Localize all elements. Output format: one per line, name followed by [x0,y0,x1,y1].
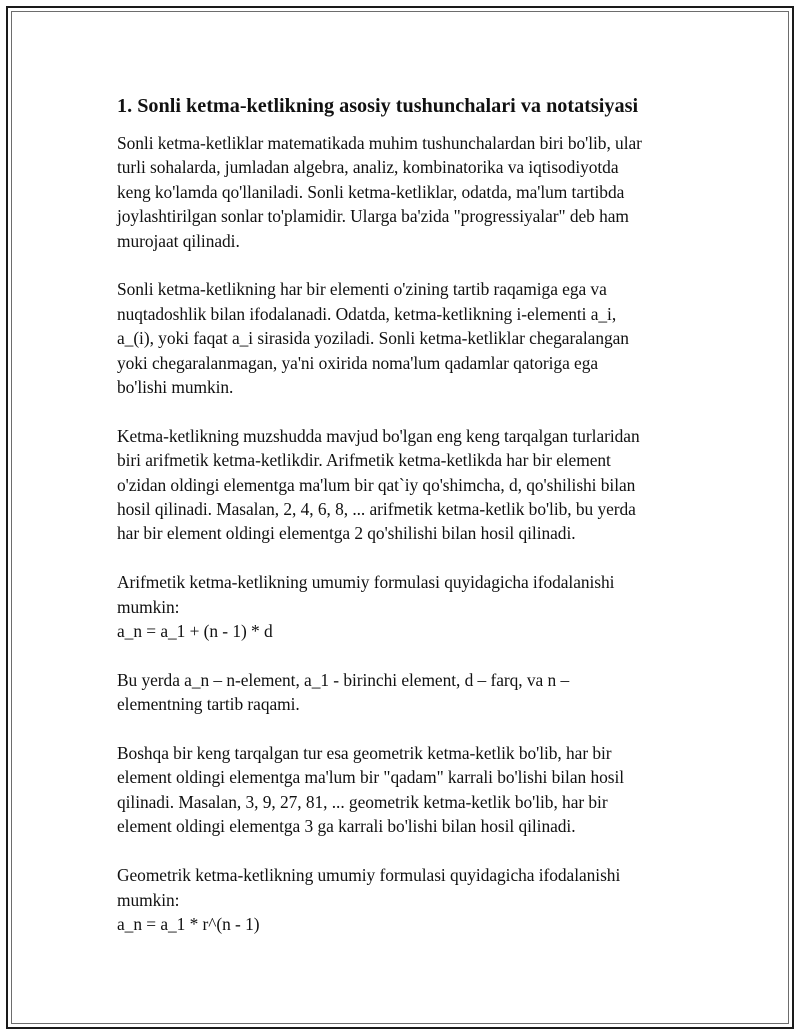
text-line: nuqtadoshlik bilan ifodalanadi. Odatda, ketma-ketlikning i-elementi a_i, [117,303,617,324]
text-line: Sonli ketma-ketlikning har bir elementi o'zining tartib raqamiga ega va [117,279,607,300]
text-line: har bir element oldingi elementga 2 qo'shilishi bilan hosil qilinadi. [117,523,576,544]
paragraph-geometric [117,741,692,839]
text-line: murojaat qilinadi. [117,230,240,251]
paragraph-intro [117,131,692,253]
paragraph-notation [117,277,692,399]
text-line: yoki chegaralanmagan, ya'ni oxirida noma'lum qadamlar qatoriga ega [117,352,599,373]
section-title: 1. Sonli ketma-ketlikning asosiy tushunchalari va notatsiyasi [117,95,639,117]
text-line: Bu yerda a_n – n-element, a_1 - birinchi element, d – farq, va n – [117,669,570,690]
text-line: biri arifmetik ketma-ketlikdir. Arifmetik ketma-ketlikda har bir element [117,450,611,471]
text-line: elementning tartib raqami. [117,694,300,715]
text-line: mumkin: [117,596,180,617]
text-line: Geometrik ketma-ketlikning umumiy formulasi quyidagicha ifodalanishi [117,865,621,886]
text-line: turli sohalarda, jumladan algebra, analiz, kombinatorika va iqtisodiyotda [117,157,619,178]
text-line: hosil qilinadi. Masalan, 2, 4, 6, 8, ... arifmetik ketma-ketlik bo'lib, bu yerda [117,499,636,520]
text-line: keng ko'lamda qo'llaniladi. Sonli ketma-ketliklar, odatda, ma'lum tartibda [117,181,625,202]
paragraph-arithmetic-formula [117,570,692,643]
text-line: element oldingi elementga 3 ga karrali bo'lishi bilan hosil qilinadi. [117,816,576,837]
paragraph-formula-explanation [117,668,692,717]
text-line: Boshqa bir keng tarqalgan tur esa geometrik ketma-ketlik bo'lib, har bir [117,743,612,764]
text-line: mumkin: [117,889,180,910]
text-line: bo'lishi mumkin. [117,377,234,398]
formula-line: a_n = a_1 + (n - 1) * d [117,621,273,642]
document-body [117,92,692,961]
text-line: element oldingi elementga ma'lum bir "qadam" karrali bo'lishi bilan hosil [117,767,625,788]
text-line: Sonli ketma-ketliklar matematikada muhim tushunchalardan biri bo'lib, ular [117,133,642,153]
formula-line: a_n = a_1 * r^(n - 1) [117,913,260,934]
text-line: o'zidan oldingi elementga ma'lum bir qat`iy qo'shimcha, d, qo'shilishi bilan [117,474,636,495]
text-line: Arifmetik ketma-ketlikning umumiy formulasi quyidagicha ifodalanishi [117,572,615,593]
text-line: qilinadi. Masalan, 3, 9, 27, 81, ... geometrik ketma-ketlik bo'lib, har bir [117,791,608,812]
text-line: Ketma-ketlikning muzshudda mavjud bo'lgan eng keng tarqalgan turlaridan [117,425,640,446]
text-line: joylashtirilgan sonlar to'plamidir. Ularga ba'zida "progressiyalar" deb ham [117,206,629,227]
paragraph-arithmetic [117,424,692,546]
text-line: a_(i), yoki faqat a_i sirasida yoziladi. Sonli ketma-ketliklar chegaralangan [117,328,629,349]
paragraph-geometric-formula [117,863,692,936]
